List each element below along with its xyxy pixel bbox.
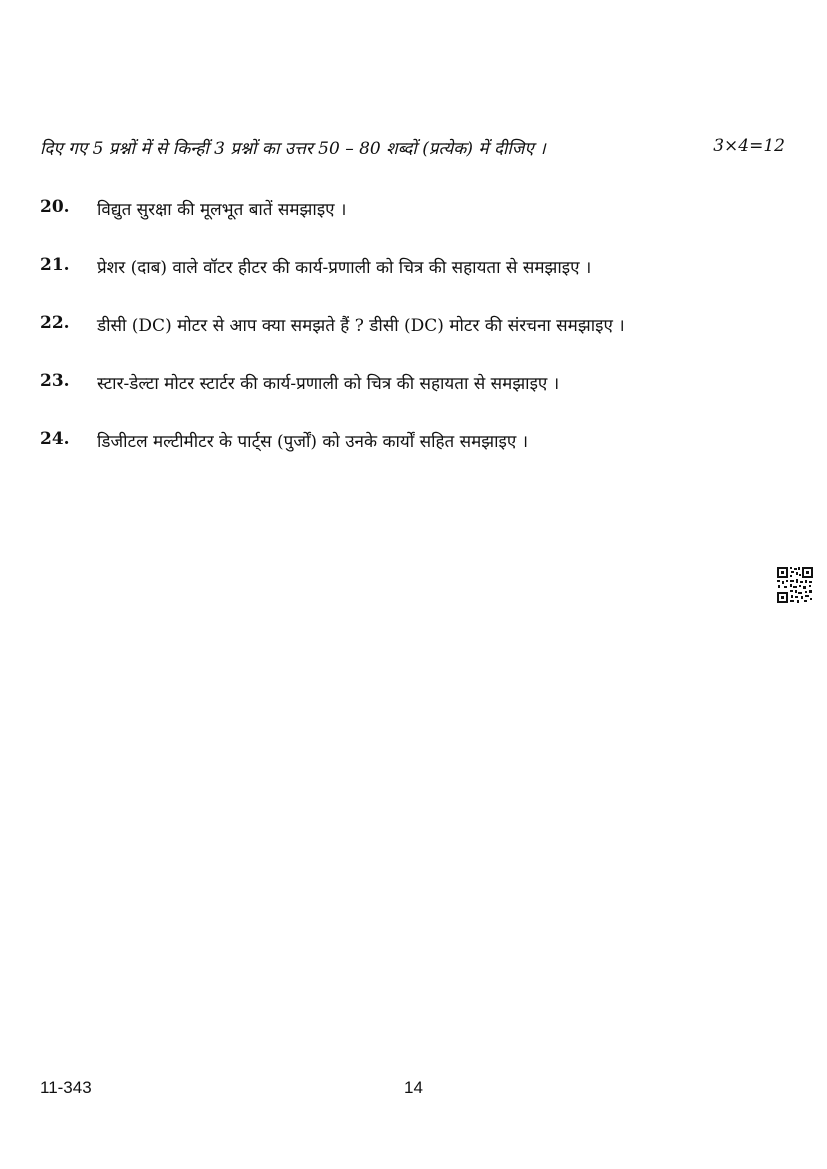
question-text: स्टार-डेल्टा मोटर स्टार्टर की कार्य-प्रणाली को चित्र की सहायता से समझाइए । bbox=[97, 374, 560, 394]
question-24 bbox=[40, 429, 760, 459]
qr-code-icon bbox=[776, 566, 814, 604]
instruction-line bbox=[40, 136, 785, 164]
page-number: 14 bbox=[404, 1078, 423, 1097]
question-number: 22. bbox=[40, 313, 70, 333]
question-text: डिजीटल मल्टीमीटर के पार्ट्स (पुर्जों) को उनके कार्यों सहित समझाइए । bbox=[97, 432, 529, 452]
question-21 bbox=[40, 255, 760, 285]
marks-allocation: 3×4=12 bbox=[713, 136, 785, 156]
question-number: 24. bbox=[40, 429, 70, 449]
question-text: डीसी (DC) मोटर से आप क्या समझते हैं ? डीसी (DC) मोटर की संरचना समझाइए । bbox=[97, 316, 625, 336]
paper-code: 11-343 bbox=[40, 1078, 92, 1097]
question-number: 23. bbox=[40, 371, 70, 391]
question-23 bbox=[40, 371, 760, 401]
question-number: 21. bbox=[40, 255, 70, 275]
question-text: प्रेशर (दाब) वाले वॉटर हीटर की कार्य-प्रणाली को चित्र की सहायता से समझाइए । bbox=[97, 258, 592, 278]
question-number: 20. bbox=[40, 197, 70, 217]
question-text: विद्युत सुरक्षा की मूलभूत बातें समझाइए । bbox=[97, 200, 347, 220]
instruction-text: दिए गए 5 प्रश्नों में से किन्हीं 3 प्रश्नों का उत्तर 50 – 80 शब्दों (प्रत्येक) में दीजिए । bbox=[40, 139, 546, 159]
question-22 bbox=[40, 313, 760, 343]
question-20 bbox=[40, 197, 760, 227]
